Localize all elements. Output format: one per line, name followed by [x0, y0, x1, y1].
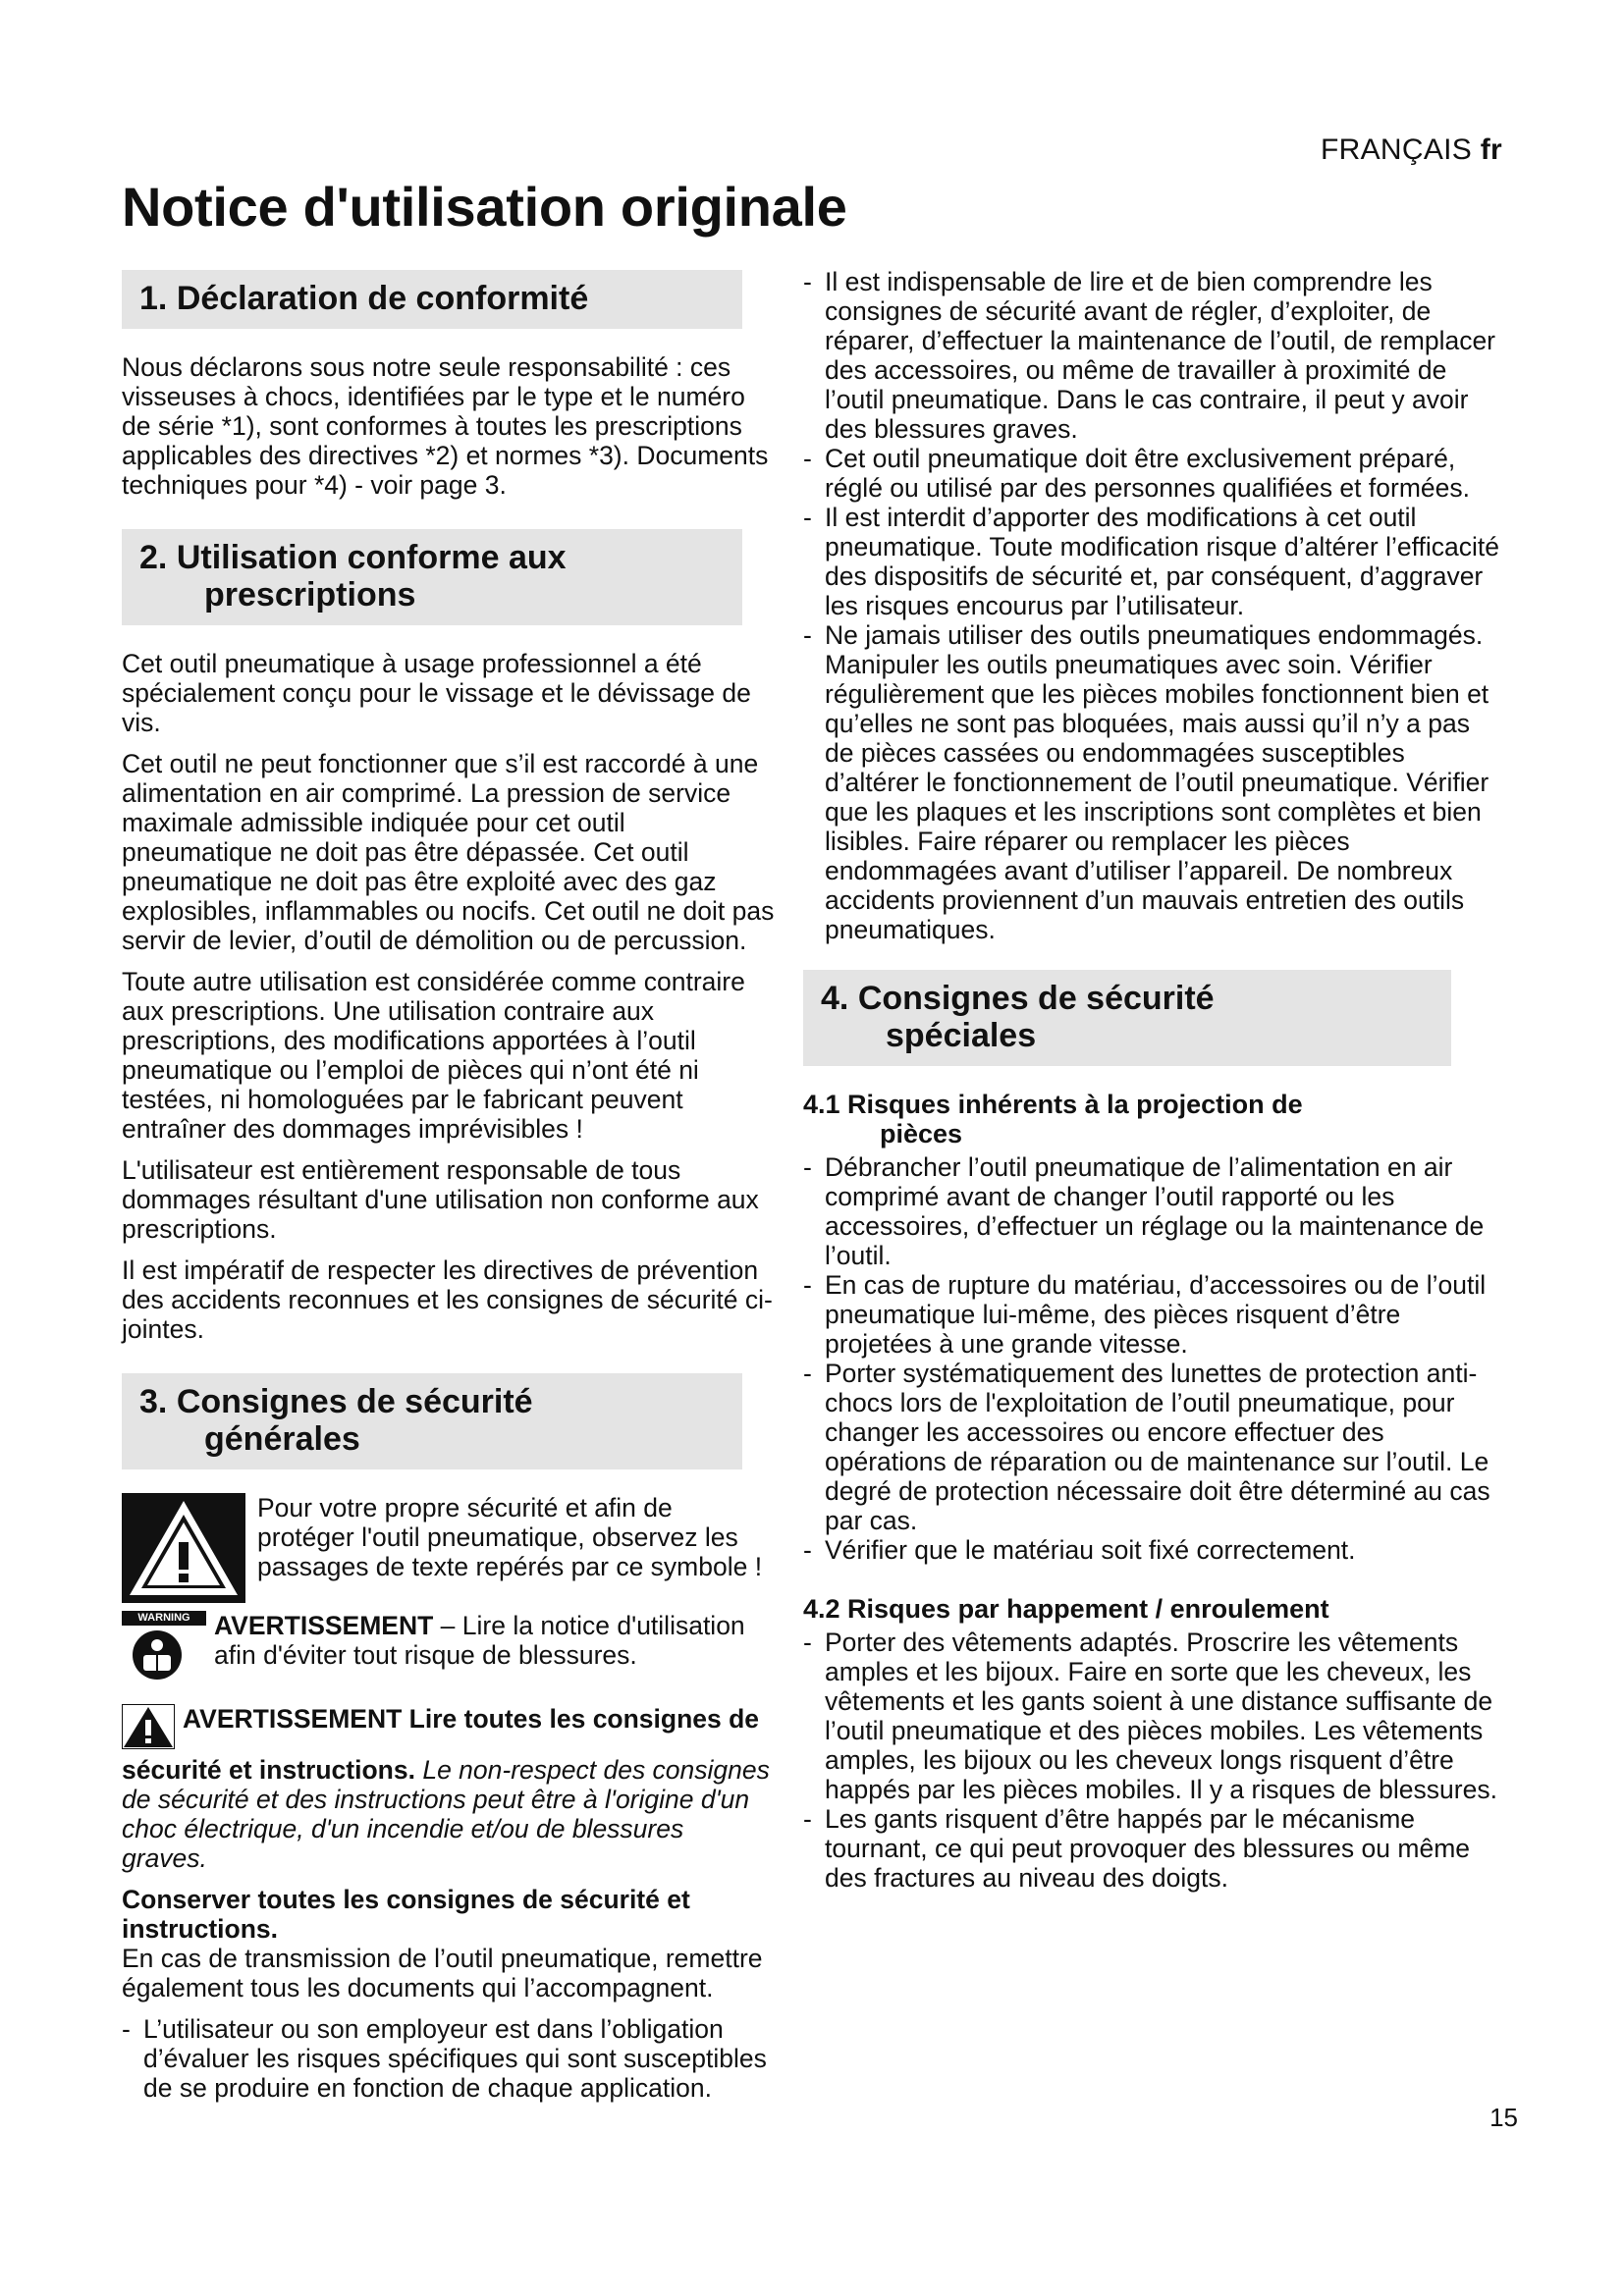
- section-2-title-line1: Utilisation conforme aux: [176, 539, 567, 576]
- section-2-paragraph: Il est impératif de respecter les directives de prévention des accidents reconnues et les consignes de sécurité ci-jointes.: [122, 1255, 773, 1344]
- list-item-text: Vérifier que le matériau soit fixé correctement.: [825, 1535, 1356, 1565]
- section-3-heading: [122, 1373, 742, 1469]
- section-4-heading: [803, 970, 1451, 1066]
- subsection-4-1-title-line1: 4.1 Risques inhérents à la projection de: [803, 1090, 1303, 1119]
- warning-triangle-icon: [122, 1493, 245, 1603]
- section-3-title-line1: Consignes de sécurité: [176, 1383, 533, 1420]
- safety-symbol-note: [122, 1493, 776, 1603]
- keep-instructions-text: En cas de transmission de l’outil pneumatique, remettre également tous les documents qui l’accompagnent.: [122, 1944, 763, 2002]
- section-1-heading: [122, 270, 742, 329]
- list-item: [803, 1628, 1502, 1804]
- left-column: [122, 270, 776, 2103]
- list-item: [803, 1359, 1502, 1535]
- list-item-text: En cas de rupture du matériau, d’accessoires ou de l’outil pneumatique lui-même, des pièces risquent d’être projetées à une grande vitesse.: [825, 1270, 1487, 1359]
- list-item-text: Ne jamais utiliser des outils pneumatiques endommagés. Manipuler les outils pneumatiques avec soin. Vérifier régulièrement que les pièces mobiles fonctionnent bien et qu’elles ne sont pas bloquées, mais aussi qu’il n’y a pas de pièces cassées ou endommagées susceptibles d’altérer le fonctionnement de l’outil pneumatique. Vérifier que les plaques et les inscriptions sont complètes et bien lisibles. Faire réparer ou remplacer les pièces endommagées avant d’utiliser l’appareil. De nombreux accidents proviennent d’un mauvais entretien des outils pneumatiques.: [825, 620, 1489, 944]
- list-item-text: Débrancher l’outil pneumatique de l’alimentation en air comprimé avant de changer l’outil rapporté ou les accessoires, d’effectuer un réglage ou la maintenance de l’outil.: [825, 1152, 1485, 1270]
- list-item: [803, 620, 1502, 944]
- section-2-number: 2.: [139, 539, 168, 576]
- list-item: [803, 1804, 1502, 1893]
- list-item-text: L’utilisateur ou son employeur est dans l’obligation d’évaluer les risques spécifiques qui sont susceptibles de se produire en fonction de chaque application.: [143, 2014, 767, 2103]
- general-warning-bold: AVERTISSEMENT Lire toutes les consignes de sécurité et instructions.: [122, 1704, 760, 1785]
- keep-instructions-heading: Conserver toutes les consignes de sécurité et instructions.: [122, 1885, 690, 1944]
- section-1-number: 1.: [139, 280, 168, 317]
- list-item: [122, 2014, 776, 2103]
- warning-badge-text: WARNING: [137, 1612, 190, 1624]
- list-item-text: Porter systématiquement des lunettes de protection anti-chocs lors de l'exploitation de l’outil pneumatique, pour changer les accessoires ou encore effectuer des opérations de réparation ou de maintenance sur l’outil. Le degré de protection nécessaire doit être déterminé au cas par cas.: [825, 1359, 1490, 1535]
- general-warning-italic: Le non-respect des consignes de sécurité et des instructions peut être à l'origine d'un choc électrique, d'un incendie et/ou de blessures graves.: [122, 1755, 770, 1873]
- subsection-4-2-heading: 4.2 Risques par happement / enroulement: [803, 1594, 1329, 1624]
- manual-warning-text: [214, 1611, 776, 1670]
- safety-symbol-text: Pour votre propre sécurité et afin de protéger l'outil pneumatique, observez les passages de texte repérés par ce symbole !: [257, 1493, 763, 1581]
- page-number: 15: [1489, 2103, 1518, 2132]
- section-4-number: 4.: [821, 980, 849, 1017]
- section-2-paragraph: Toute autre utilisation est considérée comme contraire aux prescriptions. Une utilisation contraire aux prescriptions, des modifications apportées à l’outil pneumatique ou l’emploi de pièces qui n’ont été ni testées, ni homologuées par le fabricant peuvent entraîner des dommages imprévisibles !: [122, 967, 745, 1144]
- subsection-4-1-list: [803, 1152, 1502, 1565]
- language-label: [1321, 133, 1502, 167]
- list-item-text: Les gants risquent d’être happés par le mécanisme tournant, ce qui peut provoquer des blessures ou même des fractures au niveau des doigts.: [825, 1804, 1471, 1893]
- small-warning-triangle-icon: [122, 1704, 175, 1755]
- list-item-text: Il est interdit d’apporter des modifications à cet outil pneumatique. Toute modification risque d’altérer l’efficacité des dispositifs de sécurité et, par conséquent, d’aggraver les risques encourus par l’utilisateur.: [825, 503, 1499, 620]
- list-item: [803, 1270, 1502, 1359]
- list-item: [803, 444, 1502, 503]
- subsection-4-1-title-line2: pièces: [880, 1119, 963, 1148]
- list-item-text: Il est indispensable de lire et de bien comprendre les consignes de sécurité avant de régler, d’exploiter, de réparer, d’effectuer la maintenance de l’outil, de remplacer des accessoires, ou même de travailler à proximité de l’outil pneumatique. Dans le cas contraire, il peut y avoir des blessures graves.: [825, 267, 1496, 444]
- read-manual-icon: [122, 1611, 206, 1688]
- section-2-paragraph: Cet outil ne peut fonctionner que s’il est raccordé à une alimentation en air comprimé. La pression de service maximale admissible indiquée pour cet outil pneumatique ne doit pas être dépassée. Cet outil pneumatique ne doit pas être exploité avec des gaz explosibles, inflammables ou nocifs. Cet outil ne doit pas servir de levier, d’outil de démolition ou de percussion.: [122, 749, 775, 955]
- section-2-heading: [122, 529, 742, 625]
- general-warning: [122, 1704, 776, 1873]
- section-4-title-line2: spéciales: [886, 1017, 1037, 1054]
- section-3-list-part1: [122, 2014, 776, 2103]
- section-2-title-line2: prescriptions: [204, 576, 416, 614]
- subsection-4-2-list: [803, 1628, 1502, 1893]
- section-3-title-line2: générales: [204, 1420, 360, 1458]
- section-1-body: Nous déclarons sous notre seule responsabilité : ces visseuses à chocs, identifiées par le type et le numéro de série *1), sont conformes à toutes les prescriptions applicables des directives *2) et normes *3). Documents techniques pour *4) - voir page 3.: [122, 352, 769, 500]
- list-item: [803, 503, 1502, 620]
- list-item: [803, 1535, 1502, 1565]
- section-1-title: Déclaration de conformité: [176, 280, 589, 317]
- manual-warning-rest: – Lire la notice d'utilisation afin d'éviter tout risque de blessures.: [214, 1611, 745, 1670]
- subsection-4-1-heading: [803, 1090, 1502, 1148]
- section-4-title-line1: Consignes de sécurité: [857, 980, 1215, 1017]
- section-2-paragraph: L'utilisateur est entièrement responsable de tous dommages résultant d'une utilisation non conforme aux prescriptions.: [122, 1155, 759, 1244]
- warning-badge: [122, 1611, 206, 1626]
- list-item-text: Porter des vêtements adaptés. Proscrire les vêtements amples et les bijoux. Faire en sorte que les cheveux, les vêtements et les gants soient à une distance suffisante de l’outil pneumatique et des pièces mobiles. Les vêtements amples, les bijoux ou les cheveux longs risquent d’être happés par les pièces mobiles. Il y a risques de blessures.: [825, 1628, 1497, 1804]
- section-3-list-part2: [803, 267, 1502, 944]
- list-item: [803, 1152, 1502, 1270]
- manual-warning: [122, 1611, 776, 1688]
- list-item: [803, 267, 1502, 444]
- language-name: FRANÇAIS: [1321, 133, 1473, 166]
- section-3-number: 3.: [139, 1383, 168, 1420]
- list-item-text: Cet outil pneumatique doit être exclusivement préparé, réglé ou utilisé par des personnes qualifiées et formées.: [825, 444, 1470, 503]
- manual-warning-bold: AVERTISSEMENT: [214, 1611, 434, 1640]
- page-title: Notice d'utilisation originale: [122, 176, 847, 238]
- language-code: fr: [1480, 133, 1502, 166]
- section-2-paragraph: Cet outil pneumatique à usage professionnel a été spécialement conçu pour le vissage et le dévissage de vis.: [122, 649, 751, 737]
- right-column: [803, 267, 1502, 1893]
